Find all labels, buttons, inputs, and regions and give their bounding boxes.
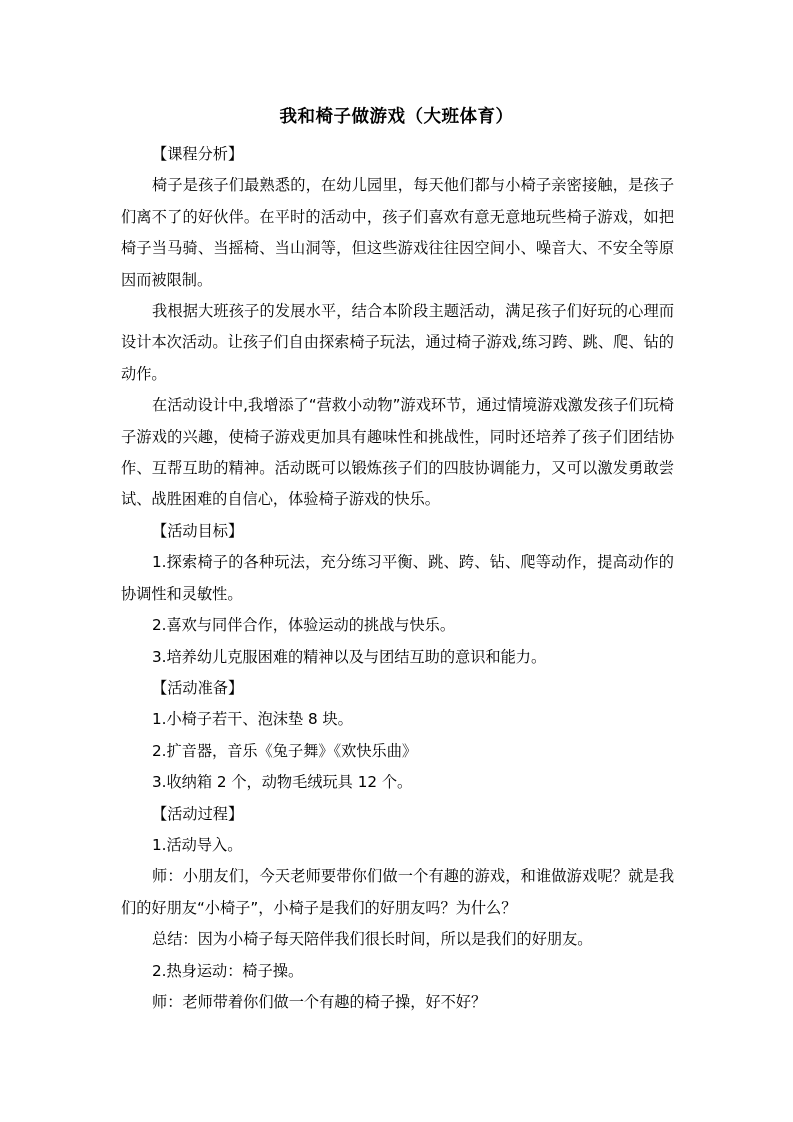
section-heading-activity-preparation: 【活动准备】: [152, 678, 244, 697]
section-heading-activity-goals: 【活动目标】: [152, 521, 244, 540]
paragraph: 椅子是孩子们最熟悉的，在幼儿园里，每天他们都与小椅子亲密接触，是孩子们离不了的好伙伴。在平时的活动中，孩子们喜欢有意无意地玩些椅子游戏，如把椅子当马骑、当摇椅、当山洞等，但这些游戏往往因空间小、噪音大、不安全等原因而被限制。: [121, 176, 674, 289]
document-body: [121, 139, 674, 1018]
list-item: 3.培养幼儿克服困难的精神以及与团结互助的意识和能力。: [152, 647, 547, 666]
paragraph: 总结：因为小椅子每天陪伴我们很长时间，所以是我们的好朋友。: [152, 930, 593, 949]
list-item: 3.收纳箱 2 个，动物毛绒玩具 12 个。: [152, 773, 413, 792]
list-item: 2.扩音器，音乐《兔子舞》《欢快乐曲》: [152, 741, 418, 760]
section-heading-course-analysis: 【课程分析】: [152, 145, 244, 163]
section-heading-activity-process: 【活动过程】: [152, 804, 244, 823]
list-item: 1.活动导入。: [152, 835, 243, 854]
paragraph: 师：老师带着你们做一个有趣的椅子操，好不好？: [152, 992, 487, 1011]
list-item: 1.小椅子若干、泡沫垫 8 块。: [152, 710, 353, 729]
paragraph: 我根据大班孩子的发展水平，结合本阶段主题活动，满足孩子们好玩的心理而设计本次活动。让孩子们自由探索椅子玩法，通过椅子游戏,练习跨、跳、爬、钻的动作。: [121, 302, 674, 383]
paragraph: 在活动设计中,我增添了“营救小动物”游戏环节，通过情境游戏激发孩子们玩椅子游戏的兴趣，使椅子游戏更加具有趣味性和挑战性，同时还培养了孩子们团结协作、互帮互助的精神。活动既可以锻炼孩子们的四肢协调能力，又可以激发勇敢尝试、战胜困难的自信心，体验椅子游戏的快乐。: [121, 396, 674, 509]
paragraph: 师：小朋友们，今天老师要带你们做一个有趣的游戏，和谁做游戏呢？就是我们的好朋友“小椅子”，小椅子是我们的好朋友吗？为什么？: [121, 867, 674, 917]
document-title: 我和椅子做游戏（大班体育）: [279, 107, 514, 127]
list-item: 1.探索椅子的各种玩法，充分练习平衡、跳、跨、钻、爬等动作，提高动作的协调性和灵敏性。: [121, 553, 674, 603]
list-item: 2.热身运动：椅子操。: [152, 961, 304, 980]
list-item: 2.喜欢与同伴合作，体验运动的挑战与快乐。: [152, 616, 456, 635]
